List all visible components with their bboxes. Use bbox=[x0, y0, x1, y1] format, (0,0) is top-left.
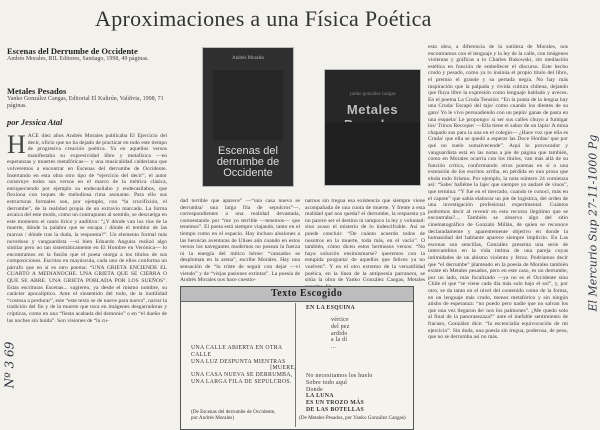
column-text: dad terrible que aparece” —“una casa nueva se derrumba/ una larga fila de sepulcros”—, correspondientes a una realidad devastada, comoestando por “me yo terrible —tenemos— que tenemos”. El poeta está siempre viajando, tanto en el tiempo como en el espacio. Hay incluso alusiones a las heroicas aventuras de Ulises aún cuando en estos versos los navegantes modernos no posean la fuerza ni la energía del mítico héroe: “cansados se desploman en la arena”, escribe Morales. Hay una sensación de “lo triste de seguir con dejar —vi viendo” y de “viejas pasiones extintas”. La poesía de Andrés Morales nos hace cuestio- bbox=[180, 198, 300, 284]
poem-line: LA LUNA bbox=[306, 393, 334, 400]
column-1 bbox=[7, 130, 167, 423]
caption-line: por Andrés Morales) bbox=[191, 415, 234, 421]
review-meta: Yanko González Cangas, Editorial El Kultrún, Valdivia, 1998, 71 páginas. bbox=[7, 96, 164, 109]
texto-escogido-box bbox=[180, 286, 414, 430]
book-cover-escenas bbox=[203, 48, 293, 186]
cover-art bbox=[213, 70, 283, 140]
book-title: Metales bbox=[346, 102, 399, 117]
byline: por Jessica Atal bbox=[7, 117, 63, 127]
poem-line: ardido bbox=[331, 330, 348, 337]
poem-line: [MUERE, bbox=[270, 365, 296, 372]
column-text: narnos sin tregua esa existencia que siempre viene acompañada de una cuota de muerte. Y frente a esta realidad qué nos queda? el derrumbe, la respuesta ya no parece ser el destino ni tampoco la ley y voluntad: sino acaso el misterio de lo indescifrable. Así se puede concluir: “De cuánto acuerdo todos de nosotros en la muerte, toda más, en el vacío”. O también, cómo dicen estos hermosos versos: “No haya solución ensimismarse? queremos con la estupida porgunta/ de aquellos que felices ya no vuelven”. Y en el otro extremo de la versatilidad poética, en la línea de la antipoesía parranera, se sitúa la obra de Yanko González Cangas, Metales bbox=[305, 198, 425, 284]
caption-metales: (De Metales Pesados, por Yanko González Cangas) bbox=[299, 415, 406, 421]
drop-cap: H bbox=[7, 130, 26, 159]
caption-line: (De Escenas del derrumbe de Occidente, bbox=[191, 409, 276, 415]
corner-title: EN LA ESQUINA bbox=[306, 305, 355, 311]
poem-line: UNA CASA NUEVA SE DERRUMBA, bbox=[191, 372, 293, 379]
caption-escenas bbox=[191, 409, 296, 421]
poem-line: Sobre todo aquí bbox=[306, 379, 348, 386]
corner-poem bbox=[331, 317, 381, 351]
poem-escenas bbox=[191, 345, 296, 386]
review-meta: Andrés Morales, RIL Editores, Santiago, 1998, 49 páginas. bbox=[7, 56, 149, 62]
poem-line: DE LAS BOTELLAS bbox=[306, 406, 364, 413]
poem-line: ... bbox=[331, 344, 337, 351]
book-cover-metales bbox=[325, 70, 420, 185]
poem-line: UNA CALLE ABIERTA EN OTRA CALLE bbox=[191, 345, 283, 358]
cover-art bbox=[325, 122, 420, 185]
poem-line: a la dí bbox=[331, 337, 348, 344]
column-text: ACE diez años Andrés Morales publicaba El Ejercicio del decir, oficio que no ha dejado de practicar en todo este tiempo de progresiva creación poética. Ya en aquellos versos manifestaba su expresividad libre y metafísica —en esperanzas y muertes metafóricas— y una musicalidad calderiana que volveremos a encontrar en Escenas del derrumbe de Occidente. Insertando en esta obra otro tipo de “ejercicio del decir”, el autor construye todos sus versos en el marco de la métrica clásica, enriqueciendo por ejemplo su endecasílabo y endecasílabos, que flexiona con toques de melodiosa rima asonante. Para ello sus estructuras formales son, por ejemplo, con “la crucifixión, el derrumbe”, de la realidad propia de un extravío marcado. La forma arcaica del este modo, como un contrapunto al sentido, se descuelga en este momento el canto lírico y auditivo: “¿Y dónde van los ríos de la muerte, dónde la palabra que se escapa / dónde el temblor de las marcas / dónde tras la duda, la respuesta?”. Un elemento formal más novedoso y vanguardista —si bien Eduardo Anguita realizó algo similar pero no tan sistemáticamente en El Hombre en Verónica— lo encontramos en la fusión que el poeta otorga a los títulos de sus composiciones. Escritos en mayúscula, cada uno de ellos conforma un párrafo que en sí es otro poema: “UNA GRIETA ENCIENDE EL CUARTO A MEDIANOCHE. UNA GRIETA QUE SE CIERRA O QUE SE ABRE. UNA GRIETA POBLADA POR LOS SUEÑOS”. Estas escrituras Escenas... sugieren, ya desde el mismo nombre, su carácter apocalíptico. Ante el sinsentido del todo, de la inutilidad “costosa a perdurar”, este “este texto se de nueve para nueva”, narrar la tradición del fin y de la muerte que toca en imágenes desgarradoras y crípticas, como en una “fiesta acabada del demonio” o en “el dueño de las noches sin huida”. Son visiones de “la cu- bbox=[7, 133, 167, 324]
poem-metales bbox=[306, 373, 410, 414]
poem-line: UNA LUZ DESPUNTA MIENTRAS bbox=[191, 358, 286, 365]
review-reference-2 bbox=[7, 86, 167, 110]
poem-line: vértice bbox=[331, 317, 349, 323]
column-4 bbox=[428, 44, 568, 428]
handwritten-note-left: Nº 3 69 bbox=[2, 341, 17, 389]
column-2 bbox=[180, 198, 300, 284]
box-header bbox=[181, 287, 413, 302]
review-title: Escenas del Derrumbe de Occidente bbox=[7, 46, 138, 56]
poem-line: del pez bbox=[331, 323, 350, 330]
box-heading: Texto Escogido bbox=[271, 288, 343, 299]
handwritten-note-right: El Mercurio Sup 27-11-1000 Pg bbox=[586, 134, 600, 312]
review-reference-1 bbox=[7, 46, 167, 63]
poem-line: ES UN TROZO MÁS bbox=[306, 400, 365, 407]
poem-line: UNA LARGA FILA DE SEPULCROS. bbox=[191, 378, 292, 385]
poem-line: Donde bbox=[306, 386, 323, 393]
poem-line: No necesitamos los huelo bbox=[306, 373, 373, 379]
article-title: Aproximaciones a una Física Poética bbox=[95, 6, 432, 31]
book-title: Escenas del derrumbe de Occidente bbox=[216, 145, 280, 179]
book-author: Andrés Morales bbox=[231, 56, 265, 61]
review-title: Metales Pesados bbox=[7, 86, 67, 96]
column-text: esta obra, a diferencia de la sutileza de Morales, nos encontramos con el lenguaje y la ley de la calle, con imágenes violentas y gráficas a lo Charles Bukowski, sin mediación estética en función de embellecer el discurso. Este hecho crudo y pesado, como ya lo insinúa el propio título del libro, el premio el grande y su pertada negra. No hay más inspiración que la palpada y vivida cultura chilena, dejando que fluya libre la expresión como lenguaje hablado y aveces. En el poema La Cruda Tensión: “En la punta de la lengua hay una Cruda/ Escapó del tajo/ como cuando los dientes de su gato/ Yo le vivo persuadiendo con un pepín/ ganas de pasta en una esquela/ Le propongo/ si ser sus calles chuyo a fumigar los/ Trinos Recoque/ —Ella tiene el sabor de un lápiz/ A mina chapado sus para la una en el colegio— ¿Hace voz que ella es Cruda/ que ella se quedó a esperar las Doce Hordas/ que por qué no suelo sumalvecende”. Aquí lo provocador y vanguardista está en las notas a pie de página que también, como en Morales ocurría con los títulos, van más allá de su función crítica, conformando otros poemas en sí o una extensión de los escritos arriba, en pérdida en una prosa que eluda todo lirismo. Por ejemplo, la nota número 24 comienza así: “Sabe/ halléme la laje/ que siempre yo andaré de vinos”, que termina: “Y fue en el mercado, cuando te conocí, más en el capote” que sabía elaborar un pie de logística, del orden de una investigación profesional experimental. Cuántos podremos decir al revenir en esto recurso ilegítimo que se encontraba?.... También se observa algo del sitio cinematográfico de Gonzalo Millán, de quien se reconoce declaradamente y aparentemente objetivo en donde la humanidad del hablante aparece siempre implícito. En Las escenas son sencillas, González presenta una serie de intercambios en la vida íntima de una pareja cuyas intimidades de un abismo violento y feroz. Podríamos decir que “el derrumbe” planteado en la poesía de Morales también existe en Metales pesados, pero en este caso, es un derrumbe, por un lado, más focalizado —ya no es el Occidente sino Chile el que “se viene cada día más solo bajo el sol”, y, por otro, se da tanto en el nivel del contenido como de la forma, en un lenguaje más crudo, menos metafórico y sin ningún atisbo de esperanza: “no puedo pero nadie que no salvan los que una vez llegaron de/ nos los palmones”. ¿Me quedo solo al final de la panorasezaza?” ante el inefable sentimiento de fracaso, González dice: “la escencialía equivocación de mi ejercicio”. Sin duda, una poesía sin tregua, poderosa, de peso, que no se derrumba así no más. bbox=[428, 44, 568, 341]
book-author: yanko gonzález cangas bbox=[349, 92, 396, 97]
column-3 bbox=[305, 198, 425, 284]
